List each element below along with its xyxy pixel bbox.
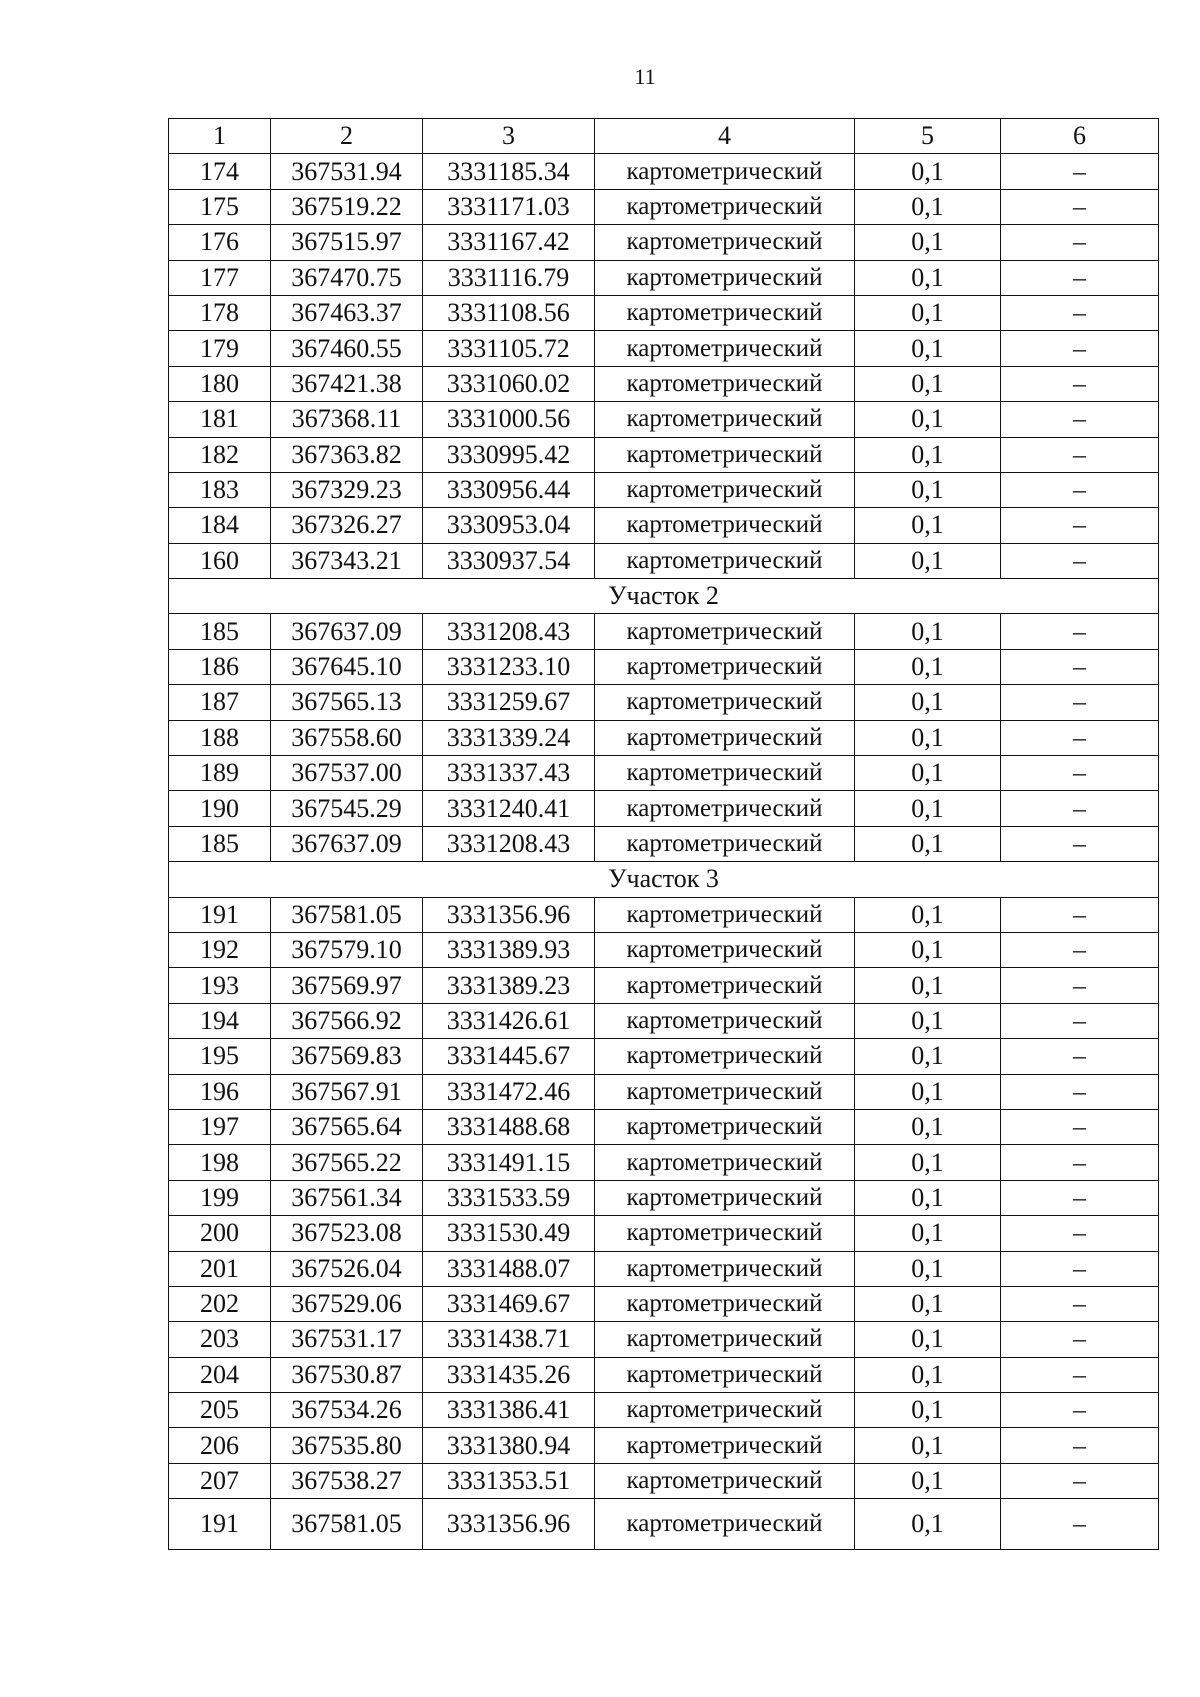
method-cell: картометрический	[595, 1428, 855, 1463]
description-cell: –	[1001, 685, 1159, 720]
y-coordinate-cell: 3331339.24	[423, 720, 595, 755]
point-number-cell: 205	[169, 1393, 271, 1428]
method-cell: картометрический	[595, 331, 855, 366]
table-row	[169, 1393, 1159, 1428]
accuracy-cell: 0,1	[855, 295, 1001, 330]
accuracy-cell: 0,1	[855, 968, 1001, 1003]
description-cell: –	[1001, 968, 1159, 1003]
method-cell: картометрический	[595, 1180, 855, 1215]
x-coordinate-cell: 367526.04	[271, 1251, 423, 1286]
table-row	[169, 295, 1159, 330]
table-row	[169, 437, 1159, 472]
y-coordinate-cell: 3331356.96	[423, 1499, 595, 1550]
point-number-cell: 178	[169, 295, 271, 330]
description-cell: –	[1001, 402, 1159, 437]
method-cell: картометрический	[595, 685, 855, 720]
y-coordinate-cell: 3331337.43	[423, 756, 595, 791]
method-cell: картометрический	[595, 295, 855, 330]
x-coordinate-cell: 367558.60	[271, 720, 423, 755]
table-row	[169, 1180, 1159, 1215]
accuracy-cell: 0,1	[855, 508, 1001, 543]
description-cell: –	[1001, 472, 1159, 507]
point-number-cell: 175	[169, 189, 271, 224]
method-cell: картометрический	[595, 791, 855, 826]
table-row	[169, 1216, 1159, 1251]
table-row	[169, 1145, 1159, 1180]
description-cell: –	[1001, 1428, 1159, 1463]
description-cell: –	[1001, 897, 1159, 932]
y-coordinate-cell: 3331426.61	[423, 1003, 595, 1038]
point-number-cell: 179	[169, 331, 271, 366]
x-coordinate-cell: 367515.97	[271, 225, 423, 260]
accuracy-cell: 0,1	[855, 437, 1001, 472]
table-row	[169, 331, 1159, 366]
point-number-cell: 201	[169, 1251, 271, 1286]
description-cell: –	[1001, 1499, 1159, 1550]
x-coordinate-cell: 367537.00	[271, 756, 423, 791]
point-number-cell: 203	[169, 1322, 271, 1357]
method-cell: картометрический	[595, 189, 855, 224]
x-coordinate-cell: 367538.27	[271, 1463, 423, 1498]
table-body	[169, 119, 1159, 1550]
description-cell: –	[1001, 437, 1159, 472]
y-coordinate-cell: 3331491.15	[423, 1145, 595, 1180]
x-coordinate-cell: 367530.87	[271, 1357, 423, 1392]
table-row	[169, 154, 1159, 189]
x-coordinate-cell: 367581.05	[271, 897, 423, 932]
y-coordinate-cell: 3331240.41	[423, 791, 595, 826]
description-cell: –	[1001, 1216, 1159, 1251]
table-row	[169, 1003, 1159, 1038]
description-cell: –	[1001, 331, 1159, 366]
x-coordinate-cell: 367519.22	[271, 189, 423, 224]
table-row	[169, 472, 1159, 507]
table-row	[169, 1322, 1159, 1357]
point-number-cell: 199	[169, 1180, 271, 1215]
accuracy-cell: 0,1	[855, 791, 1001, 826]
y-coordinate-cell: 3331208.43	[423, 614, 595, 649]
point-number-cell: 174	[169, 154, 271, 189]
accuracy-cell: 0,1	[855, 1499, 1001, 1550]
x-coordinate-cell: 367531.17	[271, 1322, 423, 1357]
point-number-cell: 180	[169, 366, 271, 401]
accuracy-cell: 0,1	[855, 685, 1001, 720]
point-number-cell: 206	[169, 1428, 271, 1463]
x-coordinate-cell: 367565.22	[271, 1145, 423, 1180]
method-cell: картометрический	[595, 1039, 855, 1074]
method-cell: картометрический	[595, 225, 855, 260]
accuracy-cell: 0,1	[855, 543, 1001, 578]
x-coordinate-cell: 367569.83	[271, 1039, 423, 1074]
y-coordinate-cell: 3331000.56	[423, 402, 595, 437]
x-coordinate-cell: 367463.37	[271, 295, 423, 330]
table-row	[169, 189, 1159, 224]
description-cell: –	[1001, 189, 1159, 224]
method-cell: картометрический	[595, 932, 855, 967]
y-coordinate-cell: 3331116.79	[423, 260, 595, 295]
table-row	[169, 1074, 1159, 1109]
y-coordinate-cell: 3331259.67	[423, 685, 595, 720]
point-number-cell: 183	[169, 472, 271, 507]
method-cell: картометрический	[595, 260, 855, 295]
accuracy-cell: 0,1	[855, 154, 1001, 189]
method-cell: картометрический	[595, 1286, 855, 1321]
method-cell: картометрический	[595, 1145, 855, 1180]
y-coordinate-cell: 3330953.04	[423, 508, 595, 543]
description-cell: –	[1001, 756, 1159, 791]
accuracy-cell: 0,1	[855, 1003, 1001, 1038]
x-coordinate-cell: 367470.75	[271, 260, 423, 295]
description-cell: –	[1001, 1251, 1159, 1286]
description-cell: –	[1001, 791, 1159, 826]
accuracy-cell: 0,1	[855, 225, 1001, 260]
x-coordinate-cell: 367535.80	[271, 1428, 423, 1463]
point-number-cell: 181	[169, 402, 271, 437]
accuracy-cell: 0,1	[855, 402, 1001, 437]
y-coordinate-cell: 3331438.71	[423, 1322, 595, 1357]
y-coordinate-cell: 3331208.43	[423, 826, 595, 861]
method-cell: картометрический	[595, 1216, 855, 1251]
description-cell: –	[1001, 543, 1159, 578]
description-cell: –	[1001, 614, 1159, 649]
point-number-cell: 200	[169, 1216, 271, 1251]
y-coordinate-cell: 3331060.02	[423, 366, 595, 401]
point-number-cell: 176	[169, 225, 271, 260]
description-cell: –	[1001, 1180, 1159, 1215]
method-cell: картометрический	[595, 437, 855, 472]
description-cell: –	[1001, 1003, 1159, 1038]
accuracy-cell: 0,1	[855, 897, 1001, 932]
table-row	[169, 1357, 1159, 1392]
point-number-cell: 187	[169, 685, 271, 720]
method-cell: картометрический	[595, 1463, 855, 1498]
description-cell: –	[1001, 154, 1159, 189]
point-number-cell: 182	[169, 437, 271, 472]
table-row	[169, 649, 1159, 684]
section-title: Участок 3	[169, 862, 1159, 897]
point-number-cell: 160	[169, 543, 271, 578]
method-cell: картометрический	[595, 543, 855, 578]
header-cell-4: 4	[595, 119, 855, 154]
point-number-cell: 198	[169, 1145, 271, 1180]
accuracy-cell: 0,1	[855, 1180, 1001, 1215]
y-coordinate-cell: 3331356.96	[423, 897, 595, 932]
table-row	[169, 260, 1159, 295]
section-row	[169, 862, 1159, 897]
table-row	[169, 1463, 1159, 1498]
y-coordinate-cell: 3330995.42	[423, 437, 595, 472]
point-number-cell: 189	[169, 756, 271, 791]
accuracy-cell: 0,1	[855, 1286, 1001, 1321]
accuracy-cell: 0,1	[855, 1322, 1001, 1357]
method-cell: картометрический	[595, 366, 855, 401]
table-row	[169, 1286, 1159, 1321]
x-coordinate-cell: 367421.38	[271, 366, 423, 401]
table-row	[169, 826, 1159, 861]
description-cell: –	[1001, 1039, 1159, 1074]
accuracy-cell: 0,1	[855, 1109, 1001, 1144]
x-coordinate-cell: 367460.55	[271, 331, 423, 366]
table-row	[169, 897, 1159, 932]
table-row	[169, 366, 1159, 401]
description-cell: –	[1001, 1357, 1159, 1392]
y-coordinate-cell: 3331469.67	[423, 1286, 595, 1321]
y-coordinate-cell: 3331380.94	[423, 1428, 595, 1463]
method-cell: картометрический	[595, 720, 855, 755]
y-coordinate-cell: 3331530.49	[423, 1216, 595, 1251]
y-coordinate-cell: 3331105.72	[423, 331, 595, 366]
description-cell: –	[1001, 649, 1159, 684]
x-coordinate-cell: 367363.82	[271, 437, 423, 472]
x-coordinate-cell: 367561.34	[271, 1180, 423, 1215]
x-coordinate-cell: 367569.97	[271, 968, 423, 1003]
header-cell-6: 6	[1001, 119, 1159, 154]
accuracy-cell: 0,1	[855, 1357, 1001, 1392]
description-cell: –	[1001, 295, 1159, 330]
method-cell: картометрический	[595, 508, 855, 543]
accuracy-cell: 0,1	[855, 1251, 1001, 1286]
y-coordinate-cell: 3331233.10	[423, 649, 595, 684]
method-cell: картометрический	[595, 1074, 855, 1109]
x-coordinate-cell: 367565.13	[271, 685, 423, 720]
x-coordinate-cell: 367523.08	[271, 1216, 423, 1251]
header-cell-5: 5	[855, 119, 1001, 154]
table-row	[169, 1039, 1159, 1074]
description-cell: –	[1001, 1322, 1159, 1357]
y-coordinate-cell: 3331389.93	[423, 932, 595, 967]
method-cell: картометрический	[595, 649, 855, 684]
x-coordinate-cell: 367343.21	[271, 543, 423, 578]
y-coordinate-cell: 3331389.23	[423, 968, 595, 1003]
x-coordinate-cell: 367637.09	[271, 614, 423, 649]
accuracy-cell: 0,1	[855, 472, 1001, 507]
x-coordinate-cell: 367531.94	[271, 154, 423, 189]
point-number-cell: 190	[169, 791, 271, 826]
accuracy-cell: 0,1	[855, 1216, 1001, 1251]
method-cell: картометрический	[595, 614, 855, 649]
method-cell: картометрический	[595, 1357, 855, 1392]
description-cell: –	[1001, 1109, 1159, 1144]
point-number-cell: 193	[169, 968, 271, 1003]
x-coordinate-cell: 367326.27	[271, 508, 423, 543]
header-cell-1: 1	[169, 119, 271, 154]
section-row	[169, 579, 1159, 614]
point-number-cell: 186	[169, 649, 271, 684]
accuracy-cell: 0,1	[855, 1393, 1001, 1428]
y-coordinate-cell: 3331445.67	[423, 1039, 595, 1074]
method-cell: картометрический	[595, 1322, 855, 1357]
method-cell: картометрический	[595, 897, 855, 932]
description-cell: –	[1001, 260, 1159, 295]
table-row	[169, 508, 1159, 543]
accuracy-cell: 0,1	[855, 756, 1001, 791]
table-row	[169, 968, 1159, 1003]
description-cell: –	[1001, 932, 1159, 967]
header-cell-3: 3	[423, 119, 595, 154]
point-number-cell: 188	[169, 720, 271, 755]
x-coordinate-cell: 367645.10	[271, 649, 423, 684]
accuracy-cell: 0,1	[855, 720, 1001, 755]
x-coordinate-cell: 367581.05	[271, 1499, 423, 1550]
point-number-cell: 194	[169, 1003, 271, 1038]
y-coordinate-cell: 3331167.42	[423, 225, 595, 260]
x-coordinate-cell: 367637.09	[271, 826, 423, 861]
accuracy-cell: 0,1	[855, 189, 1001, 224]
accuracy-cell: 0,1	[855, 932, 1001, 967]
y-coordinate-cell: 3330956.44	[423, 472, 595, 507]
section-title: Участок 2	[169, 579, 1159, 614]
y-coordinate-cell: 3331386.41	[423, 1393, 595, 1428]
coordinates-table	[168, 118, 1159, 1550]
accuracy-cell: 0,1	[855, 331, 1001, 366]
x-coordinate-cell: 367368.11	[271, 402, 423, 437]
description-cell: –	[1001, 1463, 1159, 1498]
method-cell: картометрический	[595, 1251, 855, 1286]
point-number-cell: 195	[169, 1039, 271, 1074]
method-cell: картометрический	[595, 1499, 855, 1550]
table-row	[169, 1251, 1159, 1286]
table-row	[169, 685, 1159, 720]
description-cell: –	[1001, 225, 1159, 260]
accuracy-cell: 0,1	[855, 1039, 1001, 1074]
point-number-cell: 185	[169, 826, 271, 861]
point-number-cell: 185	[169, 614, 271, 649]
y-coordinate-cell: 3331185.34	[423, 154, 595, 189]
table-row	[169, 720, 1159, 755]
description-cell: –	[1001, 1393, 1159, 1428]
method-cell: картометрический	[595, 1109, 855, 1144]
method-cell: картометрический	[595, 1003, 855, 1038]
description-cell: –	[1001, 826, 1159, 861]
accuracy-cell: 0,1	[855, 614, 1001, 649]
method-cell: картометрический	[595, 1393, 855, 1428]
header-cell-2: 2	[271, 119, 423, 154]
x-coordinate-cell: 367545.29	[271, 791, 423, 826]
method-cell: картометрический	[595, 826, 855, 861]
y-coordinate-cell: 3331353.51	[423, 1463, 595, 1498]
point-number-cell: 207	[169, 1463, 271, 1498]
y-coordinate-cell: 3330937.54	[423, 543, 595, 578]
x-coordinate-cell: 367579.10	[271, 932, 423, 967]
description-cell: –	[1001, 720, 1159, 755]
point-number-cell: 177	[169, 260, 271, 295]
table-row	[169, 543, 1159, 578]
table-header-row	[169, 119, 1159, 154]
table-row	[169, 791, 1159, 826]
description-cell: –	[1001, 1074, 1159, 1109]
accuracy-cell: 0,1	[855, 1428, 1001, 1463]
point-number-cell: 192	[169, 932, 271, 967]
y-coordinate-cell: 3331472.46	[423, 1074, 595, 1109]
table-row	[169, 225, 1159, 260]
x-coordinate-cell: 367534.26	[271, 1393, 423, 1428]
accuracy-cell: 0,1	[855, 1074, 1001, 1109]
table-row	[169, 402, 1159, 437]
accuracy-cell: 0,1	[855, 366, 1001, 401]
table-row	[169, 1428, 1159, 1463]
accuracy-cell: 0,1	[855, 1463, 1001, 1498]
accuracy-cell: 0,1	[855, 260, 1001, 295]
y-coordinate-cell: 3331533.59	[423, 1180, 595, 1215]
method-cell: картометрический	[595, 402, 855, 437]
point-number-cell: 202	[169, 1286, 271, 1321]
table-row	[169, 932, 1159, 967]
point-number-cell: 191	[169, 1499, 271, 1550]
x-coordinate-cell: 367567.91	[271, 1074, 423, 1109]
point-number-cell: 196	[169, 1074, 271, 1109]
x-coordinate-cell: 367329.23	[271, 472, 423, 507]
point-number-cell: 204	[169, 1357, 271, 1392]
y-coordinate-cell: 3331488.68	[423, 1109, 595, 1144]
accuracy-cell: 0,1	[855, 826, 1001, 861]
y-coordinate-cell: 3331488.07	[423, 1251, 595, 1286]
x-coordinate-cell: 367566.92	[271, 1003, 423, 1038]
accuracy-cell: 0,1	[855, 649, 1001, 684]
accuracy-cell: 0,1	[855, 1145, 1001, 1180]
y-coordinate-cell: 3331171.03	[423, 189, 595, 224]
y-coordinate-cell: 3331435.26	[423, 1357, 595, 1392]
table-row	[169, 1109, 1159, 1144]
y-coordinate-cell: 3331108.56	[423, 295, 595, 330]
description-cell: –	[1001, 508, 1159, 543]
table-row	[169, 756, 1159, 791]
table-row	[169, 1499, 1159, 1550]
method-cell: картометрический	[595, 154, 855, 189]
point-number-cell: 184	[169, 508, 271, 543]
table-row	[169, 614, 1159, 649]
method-cell: картометрический	[595, 968, 855, 1003]
description-cell: –	[1001, 366, 1159, 401]
x-coordinate-cell: 367529.06	[271, 1286, 423, 1321]
description-cell: –	[1001, 1145, 1159, 1180]
description-cell: –	[1001, 1286, 1159, 1321]
point-number-cell: 197	[169, 1109, 271, 1144]
point-number-cell: 191	[169, 897, 271, 932]
x-coordinate-cell: 367565.64	[271, 1109, 423, 1144]
method-cell: картометрический	[595, 756, 855, 791]
method-cell: картометрический	[595, 472, 855, 507]
page-number: 11	[634, 64, 656, 89]
